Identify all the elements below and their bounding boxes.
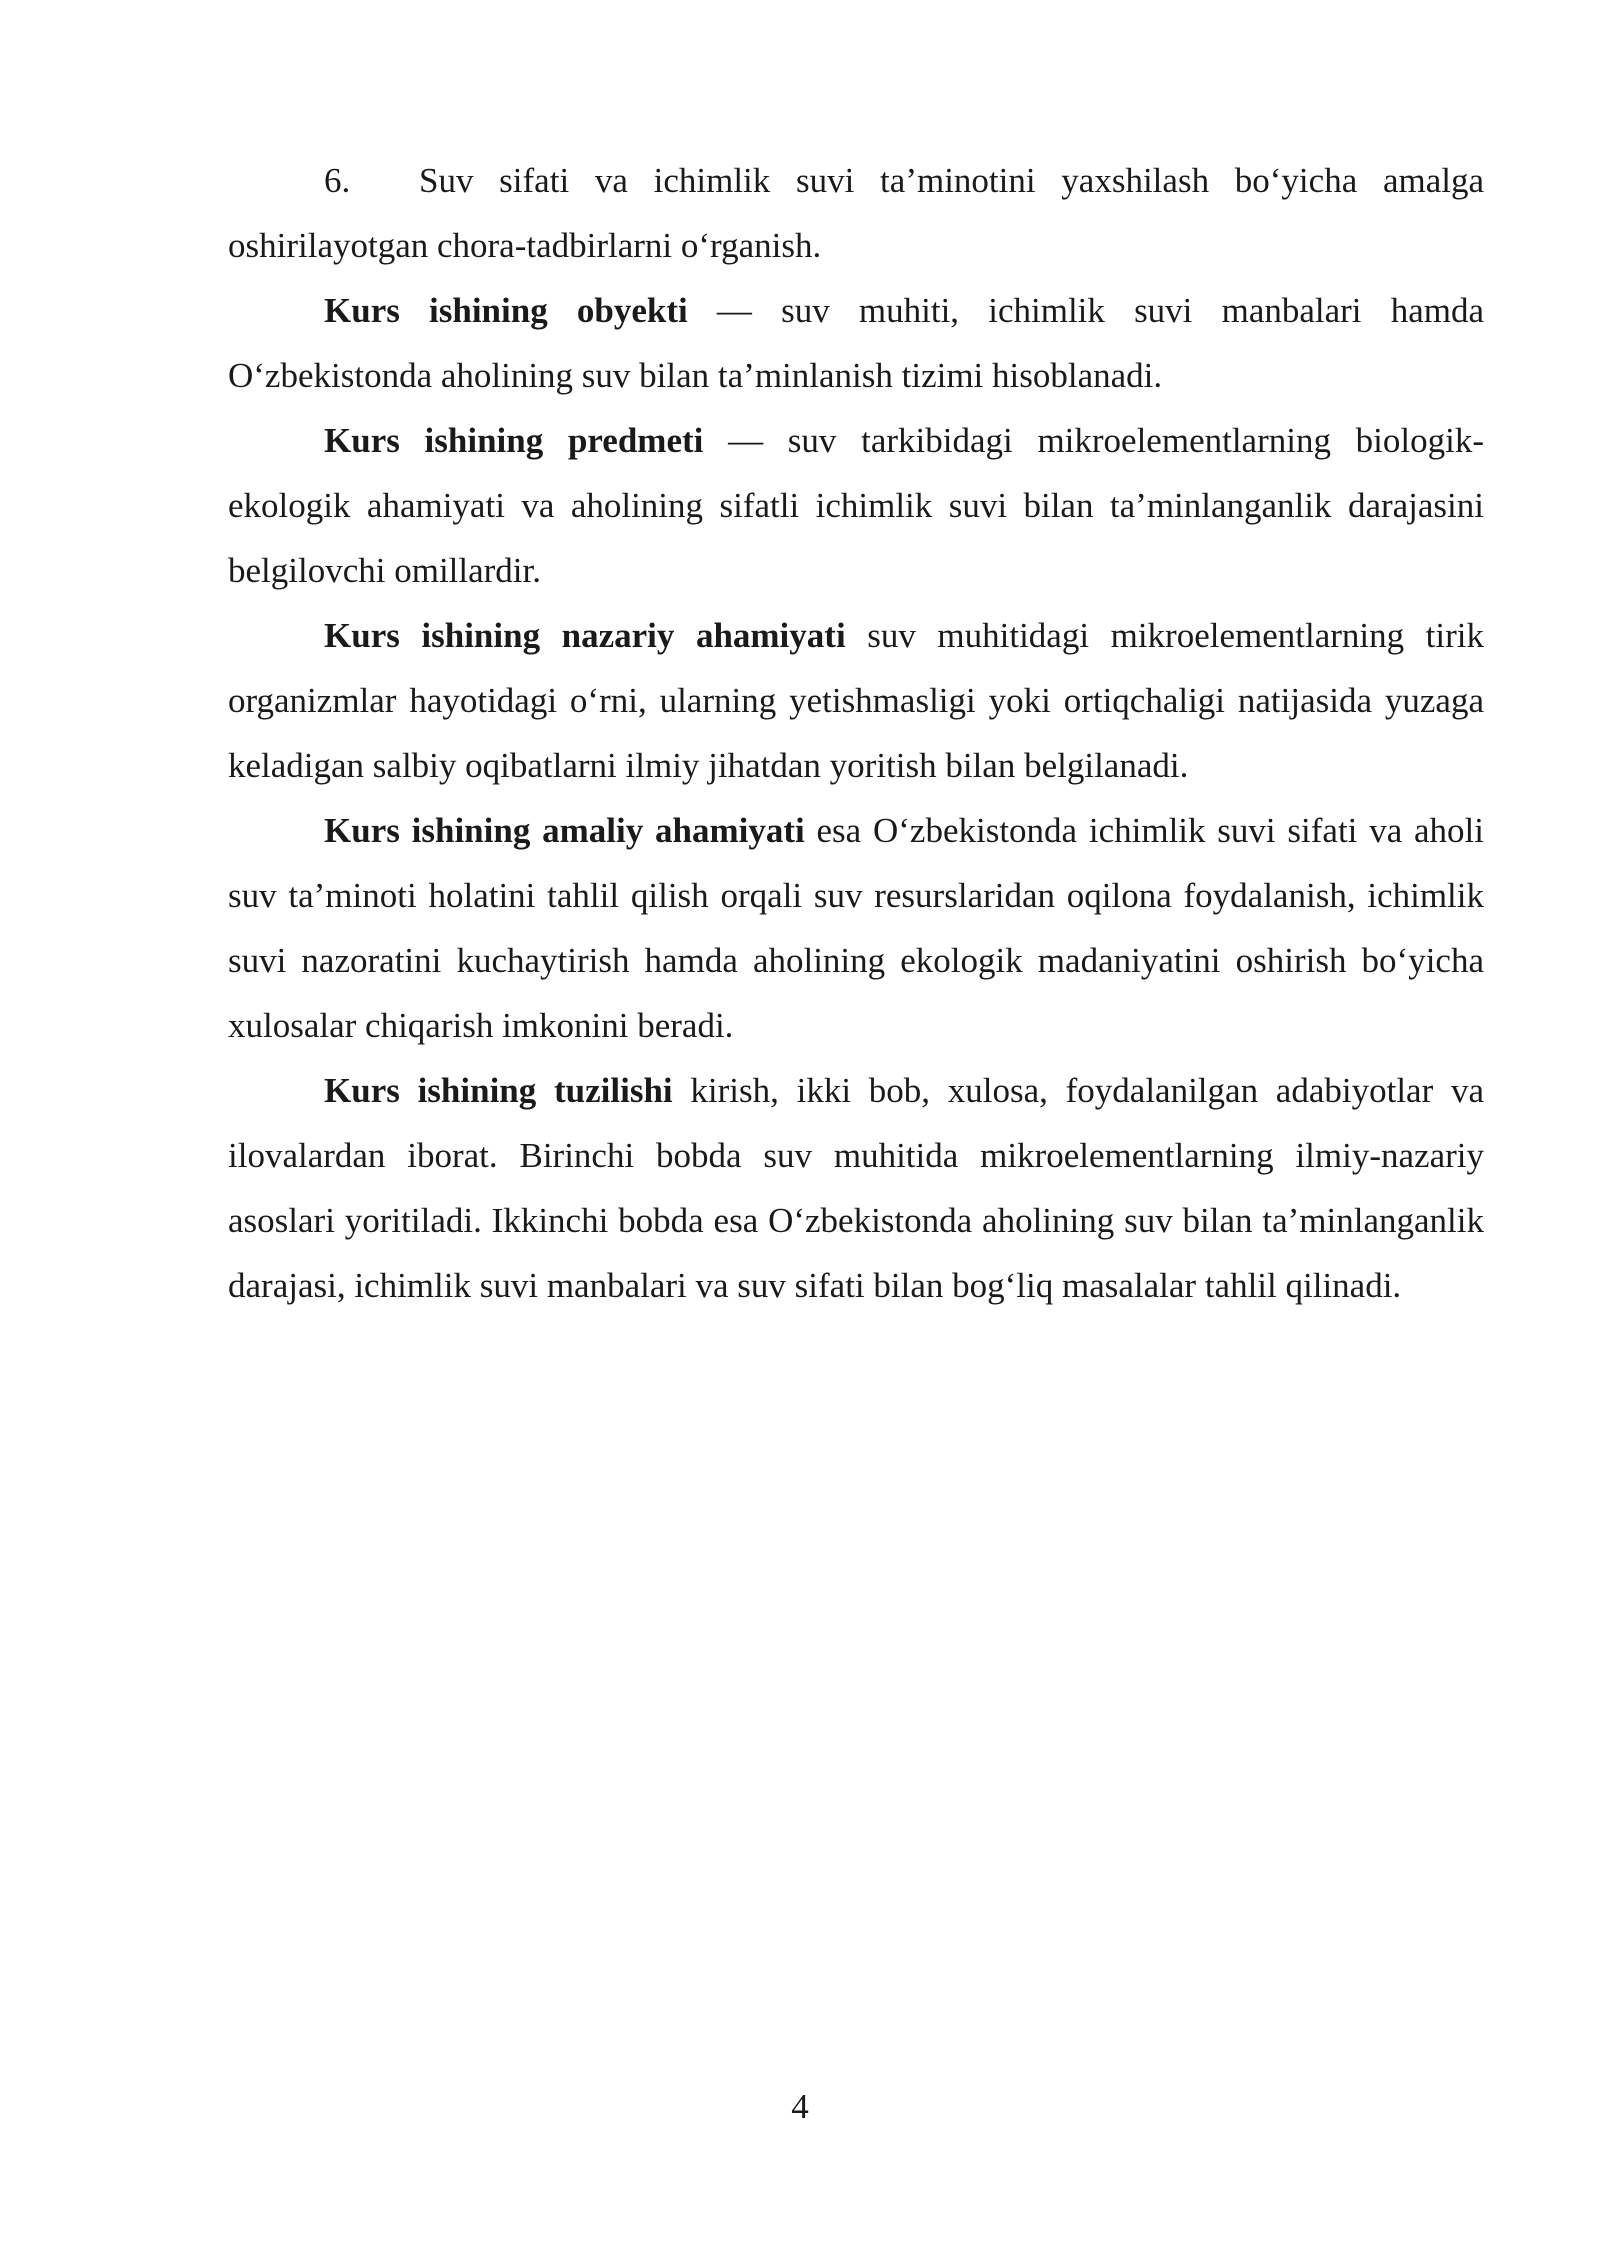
paragraph-theoretical-significance (228, 603, 1484, 798)
paragraph-heading: Kurs ishining obyekti (324, 291, 688, 330)
list-item-number: 6. (324, 161, 351, 200)
paragraph-object (228, 278, 1484, 408)
paragraph-text: suv muhitidagi mikroelementlarning tirik organizmlar hayotidagi o‘rni, ularning yetishmasligi yoki ortiqchaligi natijasida yuzaga keladigan salbiy oqibatlarni ilmiy jihatdan yoritish bilan belgilanadi. (228, 616, 1484, 785)
paragraph-text: — suv muhiti, ichimlik suvi manbalari hamda O‘zbekistonda aholining suv bilan ta’minlanish tizimi hisoblanadi. (228, 291, 1484, 395)
list-item-6 (228, 148, 1484, 278)
paragraph-subject (228, 408, 1484, 603)
page-body (228, 148, 1484, 1318)
paragraph-text: — suv tarkibidagi mikroelementlarning biologik-ekologik ahamiyati va aholining sifatli ichimlik suvi bilan ta’minlanganlik darajasini belgilovchi omillardir. (228, 421, 1484, 590)
paragraph-heading: Kurs ishining nazariy ahamiyati (324, 616, 846, 655)
page-number: 4 (791, 2087, 809, 2126)
paragraph-text: esa O‘zbekistonda ichimlik suvi sifati va aholi suv ta’minoti holatini tahlil qilish orqali suv resurslaridan oqilona foydalanish, ichimlik suvi nazoratini kuchaytirish hamda aholining ekologik madaniyatini oshirish bo‘yicha xulosalar chiqarish imkonini beradi. (228, 811, 1484, 1045)
paragraph-structure (228, 1058, 1484, 1318)
paragraph-practical-significance (228, 798, 1484, 1058)
paragraph-heading: Kurs ishining predmeti (324, 421, 704, 460)
paragraph-text: kirish, ikki bob, xulosa, foydalanilgan adabiyotlar va ilovalardan iborat. Birinchi bobda suv muhitida mikroelementlarning ilmiy-nazariy asoslari yoritiladi. Ikkinchi bobda esa O‘zbekistonda aholining suv bilan ta’minlanganlik darajasi, ichimlik suvi manbalari va suv sifati bilan bog‘liq masalalar tahlil qilinadi. (228, 1071, 1485, 1305)
paragraph-heading: Kurs ishining amaliy ahamiyati (324, 811, 805, 850)
list-item-text: Suv sifati va ichimlik suvi ta’minotini yaxshilash bo‘yicha amalga oshirilayotgan chora-tadbirlarni o‘rganish. (228, 161, 1484, 265)
paragraph-heading: Kurs ishining tuzilishi (324, 1071, 673, 1110)
